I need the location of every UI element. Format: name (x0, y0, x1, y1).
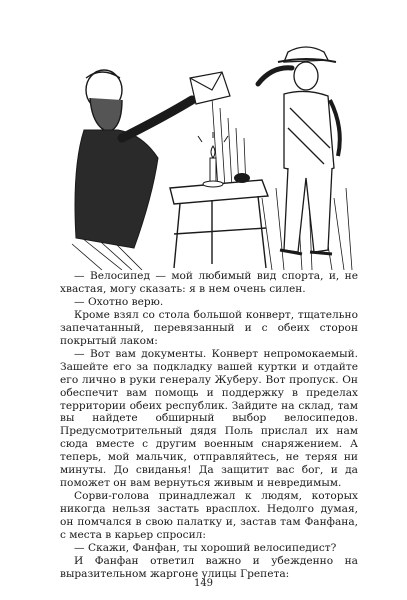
paragraph: Сорви-голова принадлежал к людям, которых никогда нельзя застать врасплох. Недолго думая, он помчался в свою палатку и, застав там Фанфана, с места в карьер спросил: (60, 490, 358, 542)
paragraph: — Вот вам документы. Конверт непромокаемый. Зашейте его за подкладку вашей куртки и отдайте его лично в руки генералу Жуберу. Вот пропуск. Он обеспечит вам помощь и поддержку в пределах территории обеих республик. Зайдите на склад, там вы найдете обширный выбор велосипедов. Предусмотрительный дядя Поль прислал их нам сюда вместе с другим военным снаряжением. А теперь, мой мальчик, отправляйтесь, не теряя ни минуты. До свиданья! Да защитит вас бог, и да поможет он вам вернуться живым и невредимым. (60, 347, 358, 490)
body-text (60, 270, 358, 581)
paragraph: И Фанфан ответил важно и убежденно на выразительном жаргоне улицы Грепета: (60, 554, 358, 580)
paragraph: — Охотно верю. (74, 295, 164, 308)
illustration (62, 38, 360, 270)
paragraph: — Велосипед — мой любимый вид спорта, и, не хвастая, могу сказать: я в нем очень силен. (60, 270, 358, 295)
paragraph: — Скажи, Фанфан, ты хороший велосипедист? (74, 542, 337, 555)
page-number: 149 (193, 578, 214, 589)
paragraph: Кроме взял со стола большой конверт, тщательно запечатанный, перевязанный и с обеих сторон покрытый лаком: (60, 308, 358, 347)
ink-drawing-illustration (62, 38, 360, 270)
